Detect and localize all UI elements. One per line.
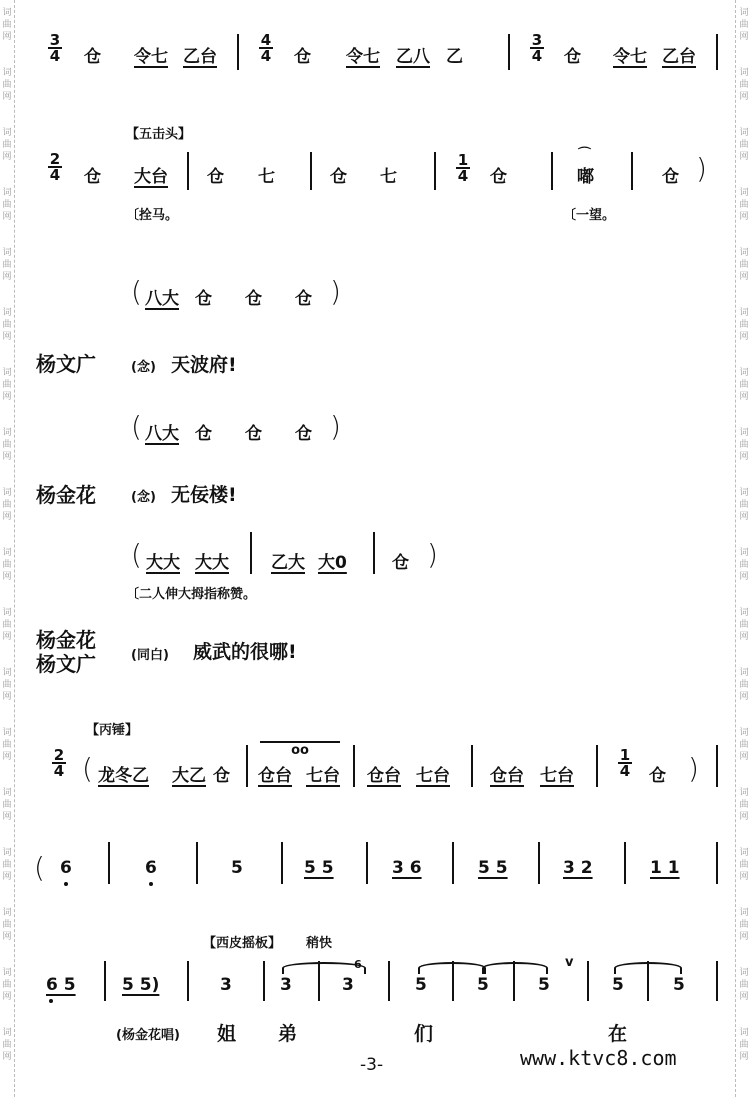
grace-note: 6 bbox=[354, 958, 362, 971]
watermark-char: 网 bbox=[2, 452, 12, 462]
watermark-char: 网 bbox=[739, 452, 749, 462]
watermark-char: 词 bbox=[2, 188, 12, 198]
watermark-char: 曲 bbox=[2, 80, 12, 90]
watermark-char: 词 bbox=[739, 608, 749, 618]
time-signature: $\frac{4}{4}$ bbox=[260, 31, 272, 65]
watermark-char: 曲 bbox=[2, 20, 12, 30]
watermark-char: 网 bbox=[2, 32, 12, 42]
note: 仓台 bbox=[258, 766, 292, 786]
watermark-char: 曲 bbox=[2, 320, 12, 330]
watermark-char: 曲 bbox=[739, 80, 749, 90]
watermark-char: 网 bbox=[739, 32, 749, 42]
watermark-char: 曲 bbox=[739, 1040, 749, 1050]
bar-line bbox=[263, 961, 265, 1001]
watermark-char: 网 bbox=[2, 392, 12, 402]
note: 龙冬乙 bbox=[98, 766, 149, 786]
open-paren: ( bbox=[131, 275, 142, 308]
note: 仓 bbox=[245, 424, 262, 444]
open-paren: ( bbox=[82, 752, 93, 785]
section-label: 【丙锤】 bbox=[86, 723, 139, 738]
watermark-char: 网 bbox=[739, 932, 749, 942]
bar-line bbox=[237, 34, 239, 70]
note: 3 6 bbox=[392, 858, 422, 878]
watermark-char: 曲 bbox=[2, 140, 12, 150]
low-octave-dot bbox=[149, 882, 153, 886]
watermark-char: 网 bbox=[739, 692, 749, 702]
watermark-char: 曲 bbox=[739, 500, 749, 510]
watermark-char: 网 bbox=[2, 932, 12, 942]
note: 乙台 bbox=[183, 47, 217, 67]
note: 5 5 bbox=[304, 858, 334, 878]
watermark-char: 网 bbox=[739, 992, 749, 1002]
note: 5 bbox=[538, 975, 550, 995]
watermark-char: 网 bbox=[739, 812, 749, 822]
watermark-char: 词 bbox=[739, 788, 749, 798]
note: 七台 bbox=[306, 766, 340, 786]
page-number: -3- bbox=[360, 1055, 384, 1075]
note: 仓 bbox=[392, 553, 409, 573]
bar-line bbox=[716, 842, 718, 884]
watermark-char: 曲 bbox=[739, 620, 749, 630]
note: 令七 bbox=[346, 47, 380, 67]
watermark-char: 词 bbox=[2, 848, 12, 858]
bar-line bbox=[538, 842, 540, 884]
watermark-char: 词 bbox=[739, 848, 749, 858]
watermark-char: 曲 bbox=[2, 980, 12, 990]
bar-line bbox=[353, 745, 355, 787]
tempo-marking: 稍快 bbox=[306, 936, 333, 951]
bar-line bbox=[104, 961, 106, 1001]
watermark-char: 词 bbox=[739, 128, 749, 138]
watermark-char: 网 bbox=[739, 632, 749, 642]
watermark-char: 网 bbox=[2, 92, 12, 102]
note: 仓 bbox=[662, 167, 679, 187]
watermark-char: 词 bbox=[739, 188, 749, 198]
watermark-char: 词 bbox=[2, 668, 12, 678]
watermark-char: 曲 bbox=[739, 920, 749, 930]
watermark-char: 网 bbox=[739, 752, 749, 762]
bar-line bbox=[452, 961, 454, 1001]
note: 仓台 bbox=[490, 766, 524, 786]
watermark-char: 曲 bbox=[739, 860, 749, 870]
left-watermark-strip bbox=[0, 0, 15, 1097]
breath-mark: v bbox=[565, 955, 574, 970]
bar-line bbox=[716, 961, 718, 1001]
watermark-char: 网 bbox=[2, 692, 12, 702]
speaker-name: 杨金花 bbox=[36, 628, 96, 652]
close-paren: ) bbox=[696, 152, 707, 185]
lyric-word: 们 bbox=[414, 1023, 434, 1045]
bar-line bbox=[551, 152, 553, 190]
watermark-char: 曲 bbox=[739, 800, 749, 810]
note: 5 bbox=[612, 975, 624, 995]
note: 大台 bbox=[134, 167, 168, 187]
spoken-line: 天波府! bbox=[171, 354, 237, 376]
watermark-char: 网 bbox=[739, 392, 749, 402]
bar-line bbox=[187, 961, 189, 1001]
note: 3 bbox=[280, 975, 292, 995]
watermark-char: 曲 bbox=[739, 440, 749, 450]
note: 仓 bbox=[84, 167, 101, 187]
watermark-char: 网 bbox=[739, 332, 749, 342]
spoken-line: 威武的很哪! bbox=[193, 641, 297, 663]
bar-line bbox=[471, 745, 473, 787]
bar-line bbox=[246, 745, 248, 787]
note: 乙台 bbox=[662, 47, 696, 67]
watermark-char: 曲 bbox=[2, 1040, 12, 1050]
watermark-char: 词 bbox=[2, 908, 12, 918]
speaker-name: 杨文广 bbox=[36, 352, 96, 376]
watermark-char: 网 bbox=[739, 512, 749, 522]
note: 大乙 bbox=[172, 766, 206, 786]
note: 3 2 bbox=[563, 858, 593, 878]
watermark-char: 网 bbox=[2, 272, 12, 282]
note: 5 bbox=[673, 975, 685, 995]
note: 令七 bbox=[613, 47, 647, 67]
stage-direction: 〔拴马。 bbox=[126, 208, 179, 223]
time-signature: $\frac{3}{4}$ bbox=[531, 31, 543, 65]
watermark-char: 词 bbox=[739, 548, 749, 558]
watermark-char: 曲 bbox=[739, 560, 749, 570]
note: 八大 bbox=[145, 289, 179, 309]
note: 嘟 bbox=[577, 167, 594, 187]
bar-line bbox=[716, 745, 718, 787]
repeat-mark: oo bbox=[260, 741, 340, 758]
watermark-char: 网 bbox=[2, 992, 12, 1002]
watermark-char: 词 bbox=[739, 728, 749, 738]
watermark-char: 词 bbox=[739, 248, 749, 258]
close-paren: ) bbox=[427, 538, 438, 571]
note: 仓台 bbox=[367, 766, 401, 786]
bar-line bbox=[388, 961, 390, 1001]
note: 仓 bbox=[490, 167, 507, 187]
bar-line bbox=[196, 842, 198, 884]
note: 仓 bbox=[195, 424, 212, 444]
bar-line bbox=[587, 961, 589, 1001]
note: 5 5 bbox=[478, 858, 508, 878]
watermark-char: 词 bbox=[739, 68, 749, 78]
note: 6 bbox=[145, 858, 157, 878]
singer-label: (杨金花唱) bbox=[116, 1028, 180, 1043]
speaker-name: 杨文广 bbox=[36, 652, 96, 676]
bar-line bbox=[716, 34, 718, 70]
watermark-char: 网 bbox=[2, 1052, 12, 1062]
watermark-char: 词 bbox=[2, 248, 12, 258]
note: 5 bbox=[477, 975, 489, 995]
stage-direction: 〔二人伸大拇指称赞。 bbox=[126, 587, 257, 602]
watermark-char: 网 bbox=[739, 872, 749, 882]
note: 6 bbox=[60, 858, 72, 878]
bar-line bbox=[250, 532, 252, 574]
watermark-char: 词 bbox=[2, 728, 12, 738]
right-watermark-strip bbox=[735, 0, 750, 1097]
bar-line bbox=[624, 842, 626, 884]
watermark-char: 曲 bbox=[739, 260, 749, 270]
watermark-char: 词 bbox=[739, 908, 749, 918]
time-signature: $\frac{2}{4}$ bbox=[53, 746, 65, 780]
watermark-char: 曲 bbox=[2, 860, 12, 870]
watermark-char: 网 bbox=[2, 332, 12, 342]
bar-line bbox=[310, 152, 312, 190]
watermark-char: 网 bbox=[2, 512, 12, 522]
watermark-char: 网 bbox=[2, 212, 12, 222]
note: 七台 bbox=[416, 766, 450, 786]
watermark-char: 词 bbox=[739, 308, 749, 318]
watermark-char: 曲 bbox=[2, 680, 12, 690]
note: 大0 bbox=[318, 553, 347, 573]
watermark-char: 曲 bbox=[739, 740, 749, 750]
watermark-char: 曲 bbox=[2, 740, 12, 750]
note: 仓 bbox=[295, 424, 312, 444]
note: 乙 bbox=[446, 47, 463, 67]
note: 大大 bbox=[146, 553, 180, 573]
time-signature: $\frac{1}{4}$ bbox=[619, 746, 631, 780]
watermark-char: 网 bbox=[739, 212, 749, 222]
note: 仓 bbox=[84, 47, 101, 67]
note: 仓 bbox=[564, 47, 581, 67]
watermark-char: 曲 bbox=[2, 260, 12, 270]
note: 5 bbox=[415, 975, 427, 995]
bar-line bbox=[647, 961, 649, 1001]
watermark-char: 词 bbox=[739, 368, 749, 378]
watermark-char: 网 bbox=[2, 812, 12, 822]
watermark-char: 网 bbox=[2, 632, 12, 642]
bar-line bbox=[373, 532, 375, 574]
watermark-char: 曲 bbox=[2, 200, 12, 210]
watermark-char: 词 bbox=[2, 968, 12, 978]
watermark-char: 词 bbox=[739, 968, 749, 978]
watermark-char: 词 bbox=[739, 1028, 749, 1038]
speaker-name: 杨金花 bbox=[36, 483, 96, 507]
watermark-char: 网 bbox=[739, 1052, 749, 1062]
delivery-mode: (念) bbox=[131, 490, 156, 505]
stage-direction: 〔一望。 bbox=[563, 208, 616, 223]
note: 仓 bbox=[330, 167, 347, 187]
note: 仓 bbox=[295, 289, 312, 309]
lyric-word: 姐 bbox=[217, 1023, 237, 1045]
time-signature: $\frac{1}{4}$ bbox=[457, 151, 469, 185]
note: 七 bbox=[258, 167, 275, 187]
low-octave-dot bbox=[64, 882, 68, 886]
fermata-mark: ⌒ bbox=[578, 147, 592, 162]
watermark-char: 词 bbox=[739, 488, 749, 498]
time-signature: $\frac{3}{4}$ bbox=[49, 31, 61, 65]
watermark-char: 词 bbox=[2, 8, 12, 18]
watermark-char: 词 bbox=[739, 668, 749, 678]
note: 仓 bbox=[294, 47, 311, 67]
watermark-char: 曲 bbox=[739, 320, 749, 330]
close-paren: ) bbox=[688, 752, 699, 785]
note: 3 bbox=[220, 975, 232, 995]
note: 令七 bbox=[134, 47, 168, 67]
bar-line bbox=[452, 842, 454, 884]
spoken-line: 无佞楼! bbox=[171, 484, 237, 506]
watermark-char: 曲 bbox=[739, 380, 749, 390]
watermark-char: 曲 bbox=[739, 980, 749, 990]
watermark-char: 网 bbox=[739, 92, 749, 102]
bar-line bbox=[434, 152, 436, 190]
watermark-char: 词 bbox=[2, 428, 12, 438]
bar-line bbox=[318, 961, 320, 1001]
watermark-char: 词 bbox=[2, 548, 12, 558]
low-octave-dot bbox=[49, 999, 53, 1003]
watermark-char: 曲 bbox=[739, 200, 749, 210]
tie-arc bbox=[482, 962, 548, 974]
note: 八大 bbox=[145, 424, 179, 444]
bar-line bbox=[366, 842, 368, 884]
watermark-char: 词 bbox=[2, 368, 12, 378]
open-paren: ( bbox=[131, 410, 142, 443]
watermark-char: 曲 bbox=[2, 800, 12, 810]
note: 七 bbox=[380, 167, 397, 187]
note: 仓 bbox=[195, 289, 212, 309]
open-paren: ( bbox=[34, 851, 45, 884]
bar-line bbox=[513, 961, 515, 1001]
note: 乙大 bbox=[271, 553, 305, 573]
section-label: 【西皮摇板】 bbox=[203, 936, 282, 951]
bar-line bbox=[187, 152, 189, 190]
lyric-word: 在 bbox=[608, 1023, 628, 1045]
watermark-char: 曲 bbox=[2, 500, 12, 510]
bar-line bbox=[596, 745, 598, 787]
watermark-char: 词 bbox=[2, 128, 12, 138]
watermark-char: 网 bbox=[739, 572, 749, 582]
close-paren: ) bbox=[330, 410, 341, 443]
note: 仓 bbox=[649, 766, 666, 786]
watermark-char: 网 bbox=[2, 872, 12, 882]
bar-line bbox=[281, 842, 283, 884]
watermark-char: 网 bbox=[739, 272, 749, 282]
open-paren: ( bbox=[131, 538, 142, 571]
watermark-char: 曲 bbox=[739, 680, 749, 690]
note: 5 5) bbox=[122, 975, 160, 995]
section-label: 【五击头】 bbox=[126, 127, 192, 142]
note: 仓 bbox=[245, 289, 262, 309]
watermark-char: 词 bbox=[2, 788, 12, 798]
bar-line bbox=[508, 34, 510, 70]
watermark-char: 词 bbox=[2, 68, 12, 78]
note: 6 5 bbox=[46, 975, 76, 995]
watermark-char: 词 bbox=[739, 428, 749, 438]
delivery-mode: (同白) bbox=[131, 648, 169, 663]
watermark-char: 词 bbox=[2, 608, 12, 618]
note: 七台 bbox=[540, 766, 574, 786]
site-watermark: www.ktvc8.com bbox=[520, 1046, 677, 1070]
note: 乙八 bbox=[396, 47, 430, 67]
bar-line bbox=[631, 152, 633, 190]
close-paren: ) bbox=[330, 275, 341, 308]
watermark-char: 词 bbox=[2, 308, 12, 318]
note: 仓 bbox=[213, 766, 230, 786]
watermark-char: 曲 bbox=[2, 560, 12, 570]
watermark-char: 网 bbox=[2, 752, 12, 762]
watermark-char: 网 bbox=[739, 152, 749, 162]
note: 3 bbox=[342, 975, 354, 995]
watermark-char: 词 bbox=[2, 1028, 12, 1038]
note: 大大 bbox=[195, 553, 229, 573]
note: 仓 bbox=[207, 167, 224, 187]
time-signature: $\frac{2}{4}$ bbox=[49, 150, 61, 184]
watermark-char: 词 bbox=[739, 8, 749, 18]
note: 5 bbox=[231, 858, 243, 878]
watermark-char: 曲 bbox=[739, 20, 749, 30]
watermark-char: 词 bbox=[2, 488, 12, 498]
bar-line bbox=[108, 842, 110, 884]
lyric-word: 弟 bbox=[278, 1023, 298, 1045]
watermark-char: 曲 bbox=[2, 620, 12, 630]
note: 1 1 bbox=[650, 858, 680, 878]
watermark-char: 曲 bbox=[2, 380, 12, 390]
watermark-char: 网 bbox=[2, 572, 12, 582]
watermark-char: 曲 bbox=[2, 920, 12, 930]
watermark-char: 网 bbox=[2, 152, 12, 162]
delivery-mode: (念) bbox=[131, 360, 156, 375]
watermark-char: 曲 bbox=[739, 140, 749, 150]
watermark-char: 曲 bbox=[2, 440, 12, 450]
